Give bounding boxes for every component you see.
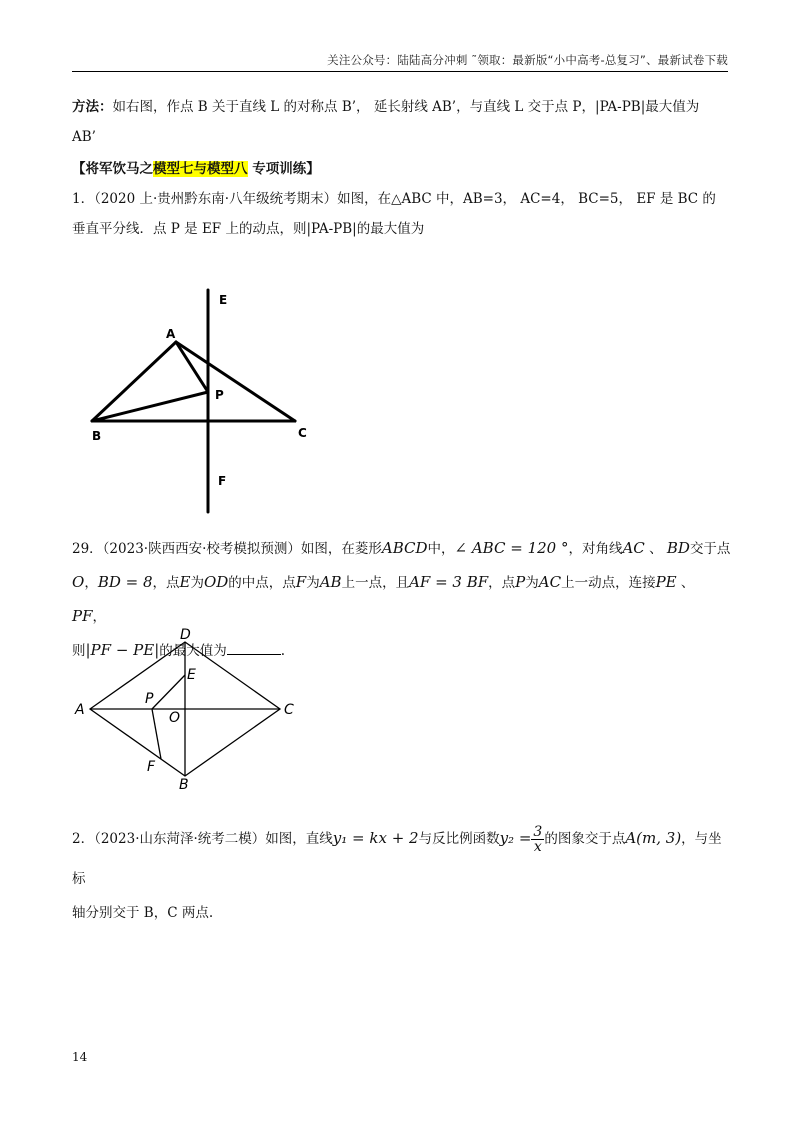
q2-y1: y₁ = kx + 2 — [332, 829, 419, 847]
q29-ab: AB — [319, 573, 342, 591]
section-title-close: 专项训练】 — [247, 161, 320, 177]
q29-mid1: 中， — [427, 541, 455, 557]
q29-line1 — [72, 532, 732, 566]
q2-mid: 与反比例函数 — [418, 831, 500, 847]
header-divider — [72, 71, 728, 72]
question-1 — [72, 184, 732, 244]
section-title — [72, 154, 732, 184]
q29-l2j: 、 — [676, 575, 695, 591]
label-f: F — [218, 474, 227, 488]
q29-l2g: ，点 — [488, 575, 516, 591]
question-2 — [72, 818, 732, 927]
page-header: 关注公众号：陆陆高分冲刺 ˜领取：最新版“小中高考-总复习”、最新试卷下载 — [327, 53, 728, 67]
method-label: 方法： — [72, 99, 113, 115]
segment-pf — [152, 709, 161, 759]
label-e: E — [219, 293, 228, 307]
q29-l3a: 则 — [72, 643, 86, 659]
q29-p: P — [515, 573, 526, 591]
q29-l2e: 为 — [306, 575, 320, 591]
q29-o: O — [72, 573, 85, 591]
q29-pe: PE — [655, 573, 677, 591]
q29-prefix: 29．（2023·陕西西安·校考模拟预测）如图，在菱形 — [72, 541, 382, 557]
label-p: P — [215, 388, 224, 402]
method-line1: 如右图，作点 B 关于直线 L 的对称点 B’， 延长射线 AB’，与直线 L 交于点 P，|PA-PB|最大值为 — [112, 99, 700, 115]
q29-figure — [70, 625, 310, 795]
q29-l2c: 为 — [190, 575, 204, 591]
q29-l2a: ， — [84, 575, 98, 591]
q29-e: E — [179, 573, 191, 591]
q2-point: A(m, 3) — [625, 829, 682, 847]
label-a2: A — [75, 702, 85, 718]
q2-line1 — [72, 818, 732, 899]
q1-line1: 1．（2020 上·贵州黔东南·八年级统考期末）如图，在△ABC 中，AB=3， AC=4， BC=5， EF 是 BC 的 — [72, 191, 716, 207]
q29-l2d: 的中点，点 — [228, 575, 296, 591]
section-title-open: 【将军饮马之 — [72, 161, 153, 177]
label-c2: C — [284, 702, 294, 718]
q1-line2: 垂直平分线．点 P 是 EF 上的动点，则|PA-PB|的最大值为 — [72, 221, 425, 237]
q29-l2k: ， — [92, 609, 107, 625]
q2-end: ，与坐标 — [72, 831, 722, 887]
q2-num: 3 — [533, 824, 543, 840]
label-o: O — [169, 710, 181, 726]
label-b: B — [92, 429, 102, 443]
q2-prefix: 2．（2023·山东菏泽·统考二模）如图，直线 — [72, 831, 333, 847]
q29-afeq: AF = 3 BF — [409, 573, 489, 591]
label-d: D — [180, 627, 191, 643]
segment-pe — [152, 675, 185, 709]
q2-mid2: 的图象交于点 — [544, 831, 626, 847]
label-e2: E — [187, 667, 196, 683]
q29-mid2: ，对角线 — [568, 541, 623, 557]
label-p2: P — [145, 691, 154, 707]
label-a: A — [166, 327, 176, 341]
segment-ac — [176, 342, 295, 421]
q29-l2b: ，点 — [152, 575, 180, 591]
q2-fraction — [531, 825, 544, 854]
page-number: 14 — [72, 1050, 88, 1064]
label-b2: B — [179, 777, 189, 793]
section-title-highlight: 模型七与模型八 — [153, 161, 248, 177]
q29-pf: PF — [72, 607, 93, 625]
label-c: C — [298, 426, 307, 440]
q29-bd: BD — [666, 539, 690, 557]
q29-l3b: 的最大值为 — [159, 643, 227, 659]
q29-f: F — [295, 573, 307, 591]
q2-den: x — [533, 839, 542, 855]
q29-l2i: 上一动点，连接 — [561, 575, 656, 591]
q29-line2 — [72, 566, 732, 634]
q1-figure — [80, 282, 340, 517]
q29-l2f: 上一点，且 — [341, 575, 410, 591]
method-paragraph — [72, 92, 732, 152]
q29-l2h: 为 — [525, 575, 539, 591]
q29-abs: |PF − PE| — [85, 641, 160, 659]
q29-ac: AC — [622, 539, 645, 557]
q29-ac2: AC — [538, 573, 562, 591]
q29-rhombus: ABCD — [381, 539, 428, 557]
q29-od: OD — [203, 573, 229, 591]
q29-l3c: . — [280, 643, 286, 659]
method-line2: AB’ — [72, 129, 96, 145]
q2-line2: 轴分别交于 B，C 两点. — [72, 905, 214, 921]
q2-y2: y₂ = — [499, 829, 532, 847]
q29-bdeq: BD = 8 — [97, 573, 153, 591]
segment-ap — [176, 342, 208, 392]
q29-sep: 、 — [644, 541, 667, 557]
q29-angle: ∠ ABC = 120 ° — [454, 539, 569, 557]
label-f2: F — [147, 759, 156, 775]
q29-end1: 交于点 — [689, 541, 731, 557]
